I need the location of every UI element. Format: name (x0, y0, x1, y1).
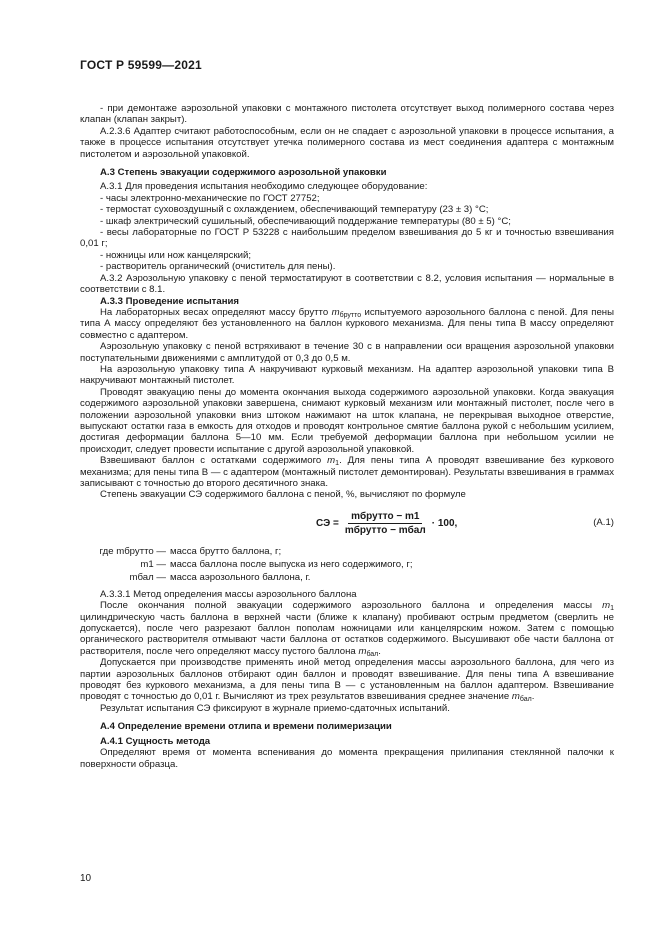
paragraph: Аэрозольную упаковку с пеной встряхивают в течение 30 с в направлении оси вращения аэрозольной упаковки поступательными движениями с амплитудой от 0,3 до 0,5 м. (80, 341, 614, 364)
subsection-heading: А.3.3 Проведение испытания (100, 295, 239, 307)
definition-symbol: где mбрутто — (99, 545, 166, 557)
definition-row (80, 571, 614, 584)
definition-text: масса брутто баллона, г; (170, 545, 282, 557)
list-item: - ножницы или нож канцелярский; (100, 249, 252, 261)
definition-row (80, 558, 614, 571)
definition-symbol: mбал — (129, 571, 166, 583)
paragraph: Определяют время от момента вспенивания до момента прекращения прилипания стеклянной палочки к поверхности образца. (80, 747, 614, 770)
list-item: - термостат суховоздушный с охлаждением, обеспечивающий температуру (23 ± 3) °С; (100, 204, 489, 216)
paragraph: После окончания полной эвакуации содержимого аэрозольного баллона и определения массы $m_1$ цилиндрическую часть баллона в верхней части (ближе к клапану) пробивают острым предметом (сверлить не допускается), после чего разрезают баллон пополам ножницами или канцелярским ножом. Затем с помощью органического растворителя отмывают части баллона от остатков содержимого. Высушивают обе части баллона от растворителя, после чего определяют массу пустого баллона $m_{бал}$. (80, 600, 614, 658)
paragraph: - при демонтаже аэрозольной упаковки с монтажного пистолета отсутствует выход полимерного состава через клапан (клапан закрыт). (80, 103, 614, 126)
section-heading: А.4 Определение времени отлипа и времени полимеризации (100, 721, 392, 733)
formula-denominator: mбрутто − mбал (344, 525, 426, 537)
paragraph: А.3.2 Аэрозольную упаковку с пеной термостатируют в соответствии с 8.2, условия испытания — нормальные в соответствии с 8.1. (80, 272, 614, 296)
page-number: 10 (80, 873, 92, 884)
paragraph: Взвешивают баллон с остатками содержимого $m_1$. Для пены типа А проводят взвешивание без куркового механизма; для пены типа В — с адаптером (монтажный пистолет демонтирован). Результаты взвешивания в граммах записывают с точностью до второго десятичного знака. (80, 455, 614, 489)
paragraph: Степень эвакуации СЭ содержимого баллона с пеной, %, вычисляют по формуле (100, 489, 466, 501)
list-item: - растворитель органический (очиститель для пены). (100, 261, 336, 273)
symbol-definitions (80, 545, 614, 584)
formula-rhs: · 100, (431, 518, 458, 530)
equation-number: (А.1) (593, 516, 614, 528)
list-item: - часы электронно-механические по ГОСТ 27752; (100, 192, 320, 204)
paragraph: А.3.1 Для проведения испытания необходимо следующее оборудование: (100, 181, 428, 193)
list-item: - шкаф электрический сушильный, обеспечивающий поддержание температуры (80 ± 5) °С; (100, 215, 511, 227)
paragraph: А.2.3.6 Адаптер считают работоспособным, если он не спадает с аэрозольной упаковки в процессе испытания, а также в процессе испытания отсутствует утечка полимерного состава из мест соединения адаптера с монтажным пистолетом и аэрозольной упаковкой. (80, 125, 614, 160)
subsection-heading: А.4.1 Сущность метода (100, 735, 211, 747)
formula-a1 (80, 507, 614, 541)
paragraph: А.3.3.1 Метод определения массы аэрозольного баллона (100, 588, 357, 600)
document-body (80, 103, 614, 770)
definition-row (80, 545, 614, 558)
paragraph: Допускается при производстве применять иной метод определения массы аэрозольного баллона, для чего из партии аэрозольных баллонов отбирают один баллон и проводят взвешивание. Для пены типа А взвешивание проводят без куркового механизма, а для пены типа В — с установленным на баллон адаптером. Взвешивание проводят с точностью до 0,01 г. Вычисляют из трех результатов взвешивания среднее значение $m_{бал}$. (80, 657, 614, 704)
definition-symbol: m1 — (140, 558, 166, 570)
document-header: ГОСТ Р 59599—2021 (80, 58, 202, 72)
paragraph: На лабораторных весах определяют массу брутто $m_{брутто}$ испытуемого аэрозольного баллона с пеной. Для пены типа А массу определяют без установленного на баллон куркового механизма. Для пены типа В массу определяют совместно с адаптером. (80, 306, 614, 341)
paragraph: Результат испытания СЭ фиксируют в журнале приемо-сдаточных испытаний. (100, 702, 450, 714)
formula-fraction (342, 511, 429, 537)
formula-lhs: СЭ = (316, 518, 339, 530)
paragraph: На аэрозольную упаковку типа А накручивают курковый механизм. На адаптер аэрозольной упаковки типа В накручивают монтажный пистолет. (80, 363, 614, 387)
paragraph: Проводят эвакуацию пены до момента окончания выхода содержимого аэрозольной упаковки. Когда эвакуация содержимого аэрозольной упаковки завершена, снимают курковый механизм или монтажный пистолет, после чего в положении аэрозольной упаковки вниз штоком нажимают на шток клапана, не перекрывая выходное отверстие, выпускают остатки газа в емкость для отходов и проводят контрольное смятие баллона рукой с небольшим усилием, достигая деформации баллона 5—10 мм. Если требуемой деформации баллона при небольшом усилии не происходит, следует провести испытание с другой аэрозольной упаковкой. (80, 386, 614, 455)
list-item: - весы лабораторные по ГОСТ Р 53228 с наибольшим пределом взвешивания до 5 кг и точностью взвешивания 0,01 г; (80, 227, 614, 250)
definition-text: масса аэрозольного баллона, г. (170, 571, 311, 583)
section-heading: А.3 Степень эвакуации содержимого аэрозольной упаковки (100, 167, 387, 179)
formula-numerator: mбрутто − m1 (348, 511, 422, 524)
definition-text: масса баллона после выпуска из него содержимого, г; (170, 558, 413, 570)
